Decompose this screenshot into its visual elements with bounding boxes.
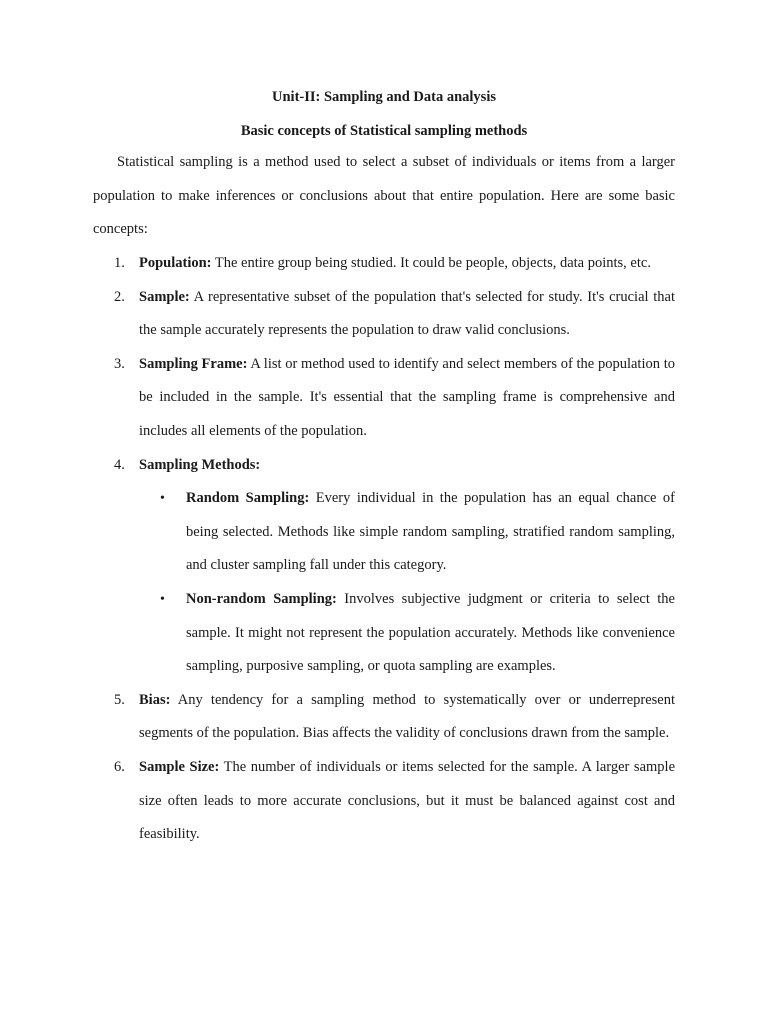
sub-list-item [0, 482, 768, 583]
section-title: Basic concepts of Statistical sampling methods [240, 123, 528, 139]
sampling-methods-list [0, 482, 768, 684]
item-number: 1. [114, 255, 125, 271]
list-item [0, 449, 768, 684]
item-description: Any tendency for a sampling method to systematically over or underrepresent segments of the population. Bias affects the validity of conclusions drawn from the sample. [139, 691, 675, 742]
bullet-icon: • [160, 591, 165, 607]
intro-paragraph: Statistical sampling is a method used to select a subset of individuals or items from a larger population to make inferences or conclusions about that entire population. Here are some basic concepts: [93, 154, 675, 238]
item-text [139, 684, 675, 751]
item-term: Sampling Methods: [139, 456, 261, 473]
item-description: The number of individuals or items selected for the sample. A larger sample size often leads to more accurate conclusions, but it must be balanced against cost and feasibility. [139, 758, 676, 843]
item-text [139, 348, 675, 449]
item-number: 2. [114, 288, 125, 305]
item-term: Sampling Frame: [139, 355, 248, 372]
item-number: 5. [114, 691, 125, 708]
concepts-list [0, 247, 768, 852]
item-text [139, 449, 675, 483]
unit-title: Unit-II: Sampling and Data analysis [272, 89, 496, 105]
item-term: Sample: [139, 288, 190, 305]
sub-list-item [0, 583, 768, 684]
sub-item-description: Involves subjective judgment or criteria to select the sample. It might not represent the population accurately. Methods like convenience sampling, purposive sampling, or quota sampling are examples. [186, 590, 675, 675]
item-term: Bias: [139, 691, 171, 708]
list-item [0, 751, 768, 852]
list-item [0, 684, 768, 751]
item-text [139, 247, 675, 281]
sub-item-text [186, 482, 675, 583]
item-description: A representative subset of the population that's selected for study. It's crucial that the sample accurately represents the population to draw valid conclusions. [139, 288, 675, 339]
item-text [139, 281, 675, 348]
item-description: A list or method used to identify and select members of the population to be included in the sample. It's essential that the sampling frame is comprehensive and includes all elements of the population. [139, 355, 675, 439]
list-item [0, 281, 768, 348]
sub-item-term: Random Sampling: [186, 490, 310, 507]
item-number: 6. [114, 758, 125, 775]
sub-item-term: Non-random Sampling: [186, 590, 337, 607]
item-term: Population: [139, 255, 212, 271]
list-item [0, 348, 768, 449]
sub-item-description: Every individual in the population has an equal chance of being selected. Methods like simple random sampling, stratified random sampling, and cluster sampling fall under this category. [186, 490, 675, 574]
bullet-icon: • [160, 491, 165, 507]
item-number: 4. [114, 456, 125, 473]
item-text [139, 751, 675, 852]
item-description: The entire group being studied. It could be people, objects, data points, etc. [211, 255, 651, 271]
list-item [0, 247, 768, 281]
sub-item-text [186, 583, 675, 684]
item-number: 3. [114, 355, 125, 372]
item-term: Sample Size: [139, 758, 220, 775]
